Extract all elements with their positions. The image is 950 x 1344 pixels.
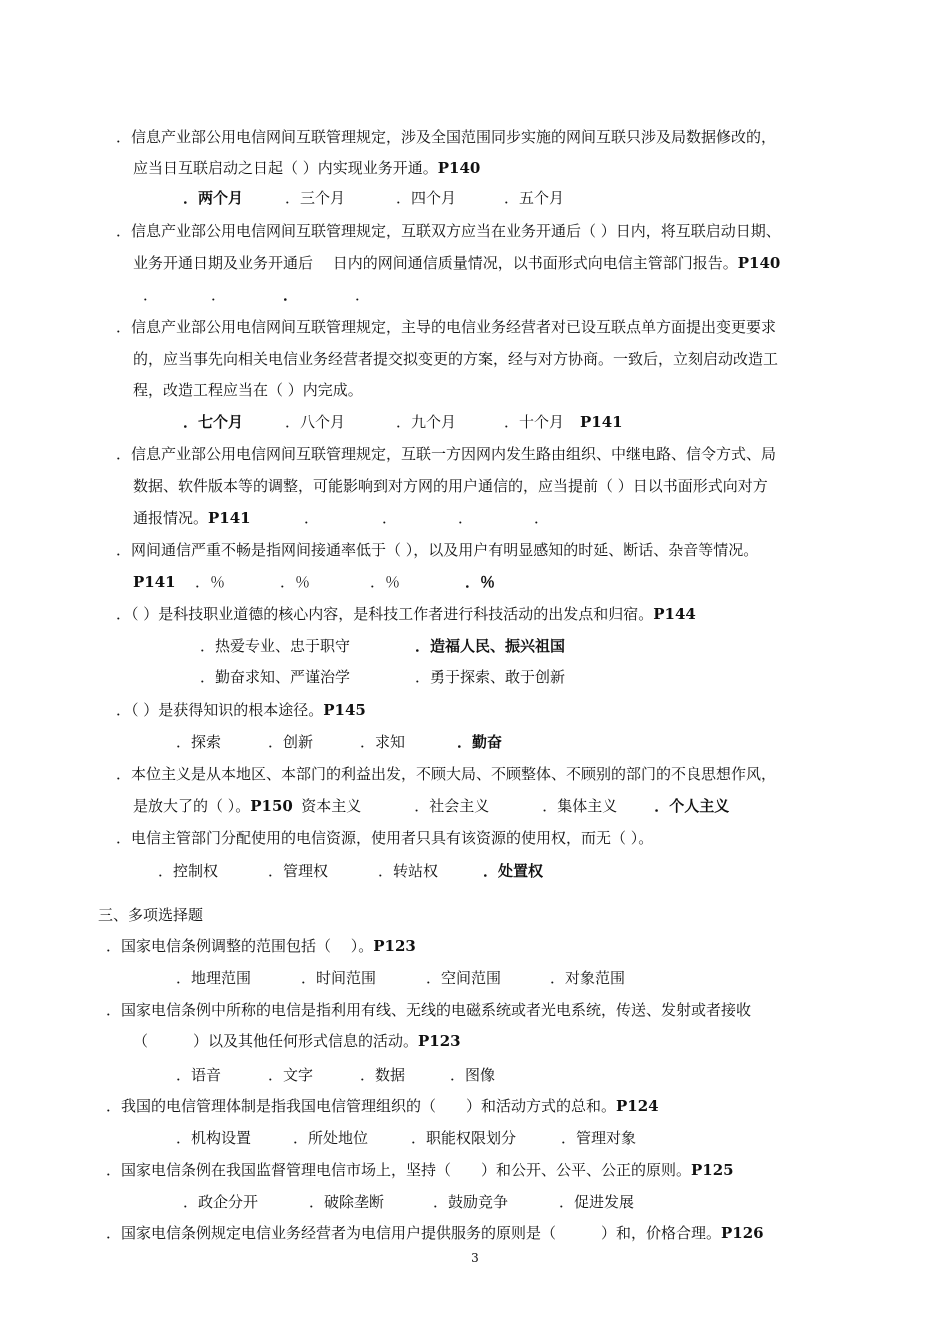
m3-option-d: ．管理对象 bbox=[561, 1129, 637, 1147]
q3-option-d: ．十个月 bbox=[504, 413, 565, 431]
q9-options bbox=[158, 860, 543, 882]
q8-line2 bbox=[133, 795, 729, 817]
q4-option-b: ． bbox=[382, 509, 398, 527]
m3-text: ．我国的电信管理体制是指我国电信管理组织的（ ）和活动方式的总和。 bbox=[106, 1097, 617, 1115]
m2-option-a: ．语音 bbox=[176, 1066, 222, 1084]
q5-line2 bbox=[133, 571, 495, 593]
m4-line1 bbox=[106, 1159, 734, 1181]
q8-option-b: ．社会主义 bbox=[414, 797, 490, 815]
m1-text: ．国家电信条例调整的范围包括（ ）。 bbox=[106, 937, 374, 955]
m4-option-b: ．破除垄断 bbox=[309, 1193, 385, 1211]
q6-options-row1 bbox=[200, 635, 565, 657]
q6-line1 bbox=[116, 603, 696, 625]
m5-text: ．国家电信条例规定电信业务经营者为电信用户提供服务的原则是（ ）和，价格合理。 bbox=[106, 1224, 722, 1242]
q8-page-ref: P150 bbox=[250, 797, 293, 815]
q9-option-d: ．处置权 bbox=[483, 862, 544, 880]
m1-line1 bbox=[106, 935, 416, 957]
m2-option-c: ．数据 bbox=[360, 1066, 406, 1084]
q4-page-ref: P141 bbox=[208, 509, 251, 527]
m4-options bbox=[183, 1191, 634, 1213]
q3-line3: 程，改造工程应当在（ ）内完成。 bbox=[133, 381, 363, 399]
m5-line1 bbox=[106, 1222, 764, 1244]
q3-option-a: ．七个月 bbox=[183, 413, 244, 431]
m3-options bbox=[176, 1127, 636, 1149]
q1-option-d: ．五个月 bbox=[504, 189, 565, 207]
q7-option-d: ．勤奋 bbox=[457, 733, 503, 751]
q7-option-b: ．创新 bbox=[268, 733, 314, 751]
q1-options bbox=[183, 187, 564, 209]
m2-page-ref: P123 bbox=[418, 1032, 461, 1050]
m3-line1 bbox=[106, 1095, 659, 1117]
m2-option-d: ．图像 bbox=[450, 1066, 496, 1084]
m2-line1: ．国家电信条例中所称的电信是指利用有线、无线的电磁系统或者光电系统，传送、发射或者接收 bbox=[106, 1001, 752, 1019]
m1-option-c: ．空间范围 bbox=[426, 969, 502, 987]
m3-page-ref: P124 bbox=[616, 1097, 659, 1115]
q3-page-ref: P141 bbox=[580, 413, 623, 431]
q5-option-d: ．％ bbox=[465, 573, 496, 591]
q5-line1: ．网间通信严重不畅是指网间接通率低于（ ），以及用户有明显感知的时延、断话、杂音等情况。 bbox=[116, 541, 759, 559]
q8-text: 是放大了的（ ）。 bbox=[133, 797, 251, 815]
q2-option-a: ． bbox=[143, 286, 159, 304]
m1-option-a: ．地理范围 bbox=[176, 969, 252, 987]
m2-option-b: ．文字 bbox=[268, 1066, 314, 1084]
q6-option-c: ．勤奋求知、严谨治学 bbox=[200, 668, 351, 686]
m4-text: ．国家电信条例在我国监督管理电信市场上，坚持（ ）和公开、公平、公正的原则。 bbox=[106, 1161, 692, 1179]
m4-page-ref: P125 bbox=[691, 1161, 734, 1179]
q2-text: 业务开通日期及业务开通后 日内的网间通信质量情况，以书面形式向电信主管部门报告。 bbox=[133, 254, 738, 272]
q7-line1 bbox=[116, 699, 366, 721]
q7-text: ．（ ）是获得知识的根本途径。 bbox=[116, 701, 324, 719]
q2-page-ref: P140 bbox=[737, 254, 781, 272]
q6-option-d: ．勇于探索、敢于创新 bbox=[415, 668, 566, 686]
q5-page-ref: P141 bbox=[133, 573, 176, 591]
q1-option-b: ．三个月 bbox=[285, 189, 346, 207]
q3-line2: 的，应当事先向相关电信业务经营者提交拟变更的方案，经与对方协商。一致后，立刻启动改造工 bbox=[133, 350, 779, 368]
q3-options bbox=[183, 411, 623, 433]
q9-option-c: ．转站权 bbox=[378, 862, 439, 880]
q9-line1: ．电信主管部门分配使用的电信资源，使用者只具有该资源的使用权，而无（ ）。 bbox=[116, 829, 654, 847]
q2-options bbox=[143, 284, 370, 306]
q2-option-b: ． bbox=[211, 286, 227, 304]
q4-line2: 数据、软件版本等的调整，可能影响到对方网的用户通信的，应当提前（ ）日以书面形式向对方 bbox=[133, 477, 768, 495]
q1-line1: ．信息产业部公用电信网间互联管理规定，涉及全国范围同步实施的网间互联只涉及局数据修改的， bbox=[116, 128, 777, 146]
q7-option-a: ．探索 bbox=[176, 733, 222, 751]
m4-option-c: ．鼓励竞争 bbox=[433, 1193, 509, 1211]
q1-option-c: ．四个月 bbox=[396, 189, 457, 207]
q2-line1: ．信息产业部公用电信网间互联管理规定，互联双方应当在业务开通后（ ）日内，将互联启动日期、 bbox=[116, 222, 781, 240]
q3-line1: ．信息产业部公用电信网间互联管理规定，主导的电信业务经营者对已设互联点单方面提出变更要求 bbox=[116, 318, 777, 336]
q7-page-ref: P145 bbox=[323, 701, 366, 719]
q6-options-row2 bbox=[200, 666, 565, 688]
q9-option-b: ．管理权 bbox=[268, 862, 329, 880]
q6-option-a: ．热爱专业、忠于职守 bbox=[200, 637, 351, 655]
m3-option-c: ．职能权限划分 bbox=[411, 1129, 517, 1147]
q8-option-c: ．集体主义 bbox=[542, 797, 618, 815]
q7-option-c: ．求知 bbox=[360, 733, 406, 751]
m3-option-b: ．所处地位 bbox=[293, 1129, 369, 1147]
q8-option-a: ．资本主义 bbox=[286, 797, 362, 815]
m1-page-ref: P123 bbox=[373, 937, 416, 955]
q2-option-d: ． bbox=[355, 286, 371, 304]
q2-option-c: ． bbox=[283, 286, 299, 304]
m4-option-d: ．促进发展 bbox=[559, 1193, 635, 1211]
q3-option-b: ．八个月 bbox=[285, 413, 346, 431]
q4-option-c: ． bbox=[458, 509, 474, 527]
q5-option-c: ．％ bbox=[370, 573, 401, 591]
q1-line2 bbox=[133, 157, 480, 179]
q5-option-b: ．％ bbox=[280, 573, 311, 591]
q8-option-d: ．个人主义 bbox=[654, 797, 730, 815]
q6-text: ．（ ）是科技职业道德的核心内容，是科技工作者进行科技活动的出发点和归宿。 bbox=[116, 605, 654, 623]
m2-line2 bbox=[133, 1030, 461, 1052]
q4-option-d: ． bbox=[534, 509, 550, 527]
q9-option-a: ．控制权 bbox=[158, 862, 219, 880]
m1-option-d: ．对象范围 bbox=[550, 969, 626, 987]
m1-options bbox=[176, 967, 625, 989]
m1-option-b: ．时间范围 bbox=[301, 969, 377, 987]
m3-option-a: ．机构设置 bbox=[176, 1129, 252, 1147]
q4-line1: ．信息产业部公用电信网间互联管理规定，互联一方因网内发生路由组织、中继电路、信令方式、局 bbox=[116, 445, 777, 463]
q1-page-ref: P140 bbox=[437, 159, 481, 177]
q8-line1: ．本位主义是从本地区、本部门的利益出发，不顾大局、不顾整体、不顾别的部门的不良思想作风， bbox=[116, 765, 777, 783]
m2-options bbox=[176, 1064, 495, 1086]
m4-option-a: ．政企分开 bbox=[183, 1193, 259, 1211]
q5-option-a: ．％ bbox=[195, 573, 226, 591]
q4-option-a: ． bbox=[304, 509, 320, 527]
q2-line2 bbox=[133, 252, 780, 274]
q4-line3 bbox=[133, 507, 549, 529]
q3-option-c: ．九个月 bbox=[396, 413, 457, 431]
q7-options bbox=[176, 731, 502, 753]
q1-option-a: ．两个月 bbox=[183, 189, 244, 207]
page-number: 3 bbox=[471, 1251, 479, 1265]
m2-text: （ ）以及其他任何形式信息的活动。 bbox=[133, 1032, 419, 1050]
q1-text: 应当日互联启动之日起（ ）内实现业务开通。 bbox=[133, 159, 438, 177]
q4-text: 通报情况。 bbox=[133, 509, 209, 527]
q6-page-ref: P144 bbox=[653, 605, 696, 623]
q6-option-b: ．造福人民、振兴祖国 bbox=[415, 637, 566, 655]
section-heading: 三、多项选择题 bbox=[98, 906, 204, 924]
m5-page-ref: P126 bbox=[721, 1224, 764, 1242]
